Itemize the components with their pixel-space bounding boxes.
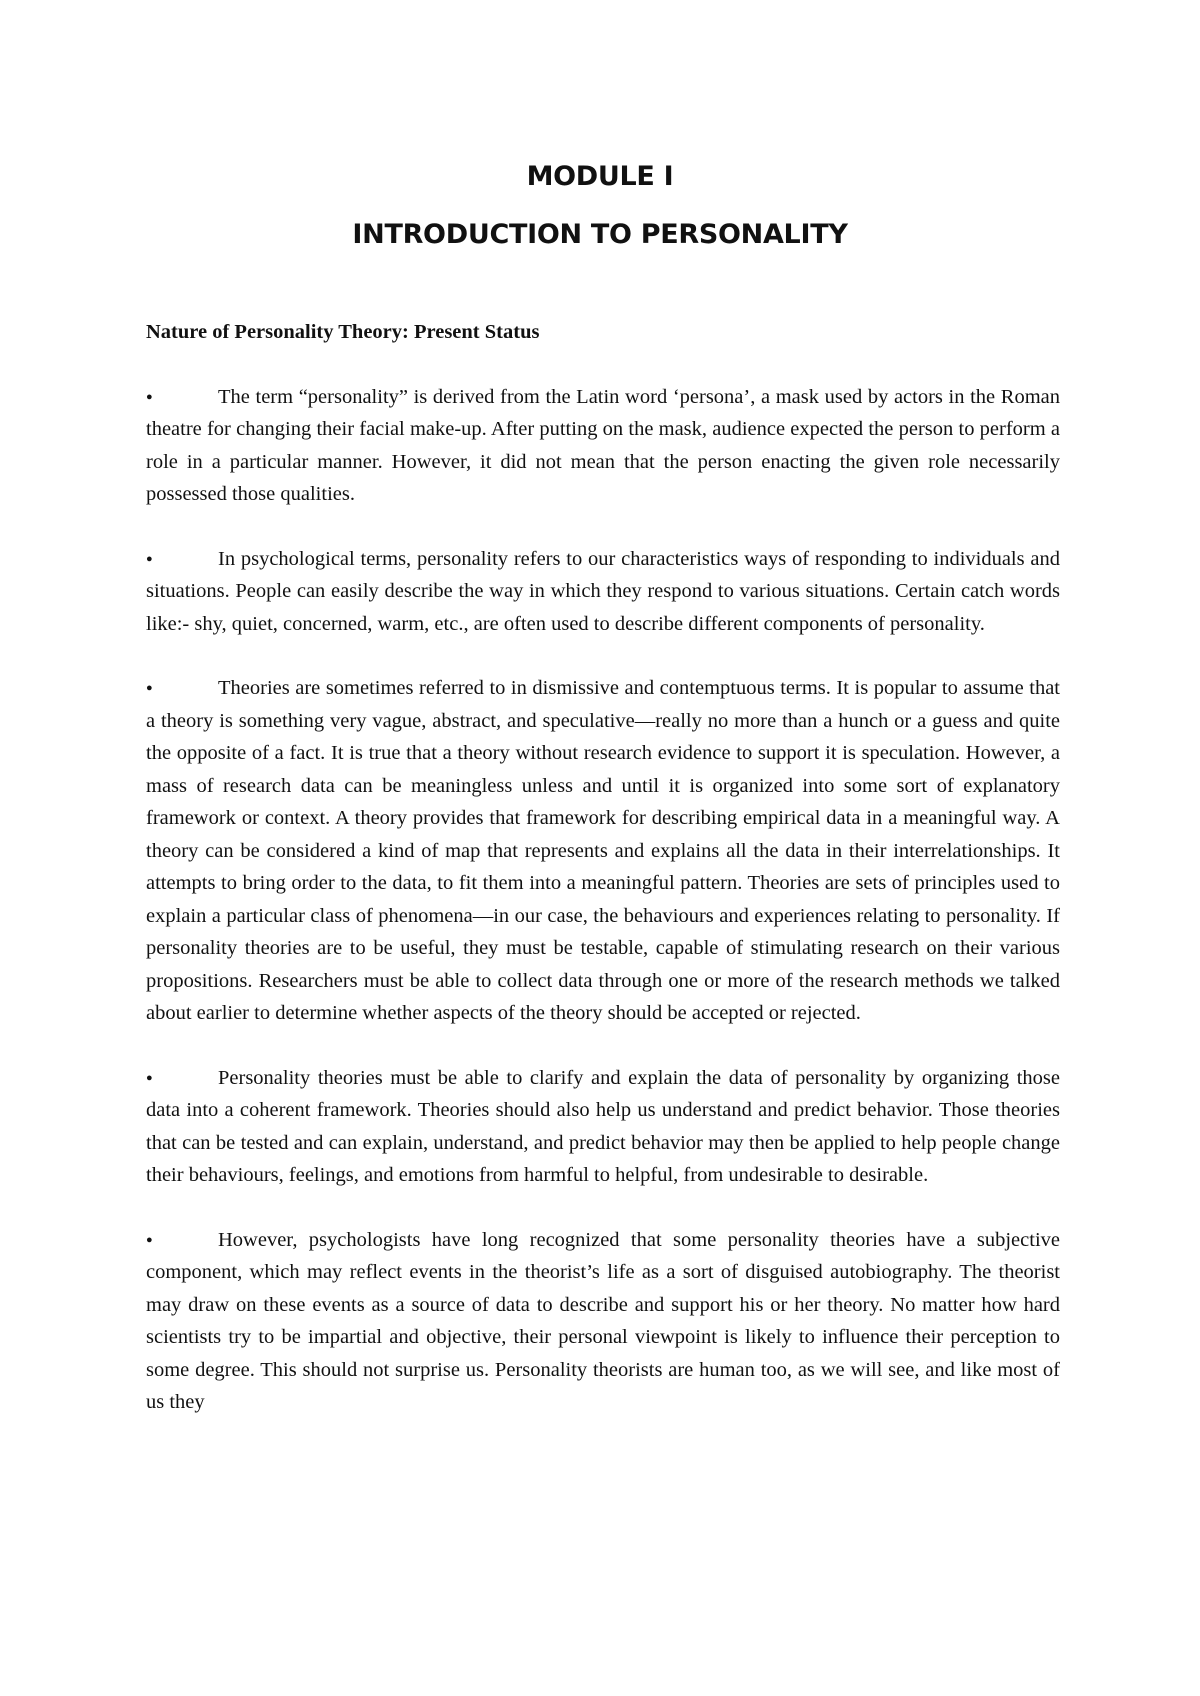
module-label: MODULE I — [526, 161, 674, 192]
document-body — [146, 316, 1060, 1451]
module-title: INTRODUCTION TO PERSONALITY — [352, 219, 848, 250]
paragraph-text: However, psychologists have long recognized that some personality theories have a subjective component, which may reflect events in the theorist’s life as a sort of disguised autobiography. The theorist may draw on these events as a source of data to describe and support his or her theory. No matter how hard scientists try to be impartial and objective, their personal viewpoint is likely to influence their perception to some degree. This should not surprise us. Personality theorists are human too, as we will see, and like most of us they — [146, 1228, 1060, 1413]
paragraph-text: In psychological terms, personality refers to our characteristics ways of responding to individuals and situations. People can easily describe the way in which they respond to various situations. Certain catch words like:- shy, quiet, concerned, warm, etc., are often used to describe different components of personality. — [146, 547, 1060, 635]
bullet-icon: ● — [146, 1233, 153, 1246]
bullet-icon: ● — [146, 1071, 153, 1084]
bullet-icon: ● — [146, 390, 153, 403]
paragraph-text: Personality theories must be able to clarify and explain the data of personality by organizing those data into a coherent framework. Theories should also help us understand and predict behavior. Those theories that can be tested and can explain, understand, and predict behavior may then be applied to help people change their behaviours, feelings, and emotions from harmful to helpful, from undesirable to desirable. — [146, 1066, 1060, 1186]
bullet-paragraph — [146, 543, 1060, 641]
bullet-paragraph — [146, 1062, 1060, 1192]
bullet-icon: ● — [146, 682, 153, 694]
bullet-paragraph — [146, 672, 1060, 1030]
section-heading: Nature of Personality Theory: Present Status — [146, 321, 540, 343]
paragraph-text: The term “personality” is derived from the Latin word ‘persona’, a mask used by actors in the Roman theatre for changing their facial make-up. After putting on the mask, audience expected the person to perform a role in a particular manner. However, it did not mean that the person enacting the given role necessarily possessed those qualities. — [146, 385, 1060, 505]
title-block — [0, 148, 1200, 264]
paragraph-text: Theories are sometimes referred to in dismissive and contemptuous terms. It is popular to assume that a theory is something very vague, abstract, and speculative—really no more than a hunch or a guess and quite the opposite of a fact. It is true that a theory without research evidence to support it is speculation. However, a mass of research data can be meaningless unless and until it is organized into some sort of explanatory framework or context. A theory provides that framework for describing empirical data in a meaningful way. A theory can be considered a kind of map that represents and explains all the data in their interrelationships. It attempts to bring order to the data, to fit them into a meaningful pattern. Theories are sets of principles used to explain a particular class of phenomena—in our case, the behaviours and experiences relating to personality. If personality theories are to be useful, they must be testable, capable of stimulating research on their various propositions. Researchers must be able to collect data through one or more of the research methods we talked about earlier to determine whether aspects of the theory should be accepted or rejected. — [146, 677, 1060, 1024]
bullet-icon: ● — [146, 552, 153, 565]
bullet-paragraph — [146, 381, 1060, 511]
bullet-paragraph — [146, 1224, 1060, 1419]
